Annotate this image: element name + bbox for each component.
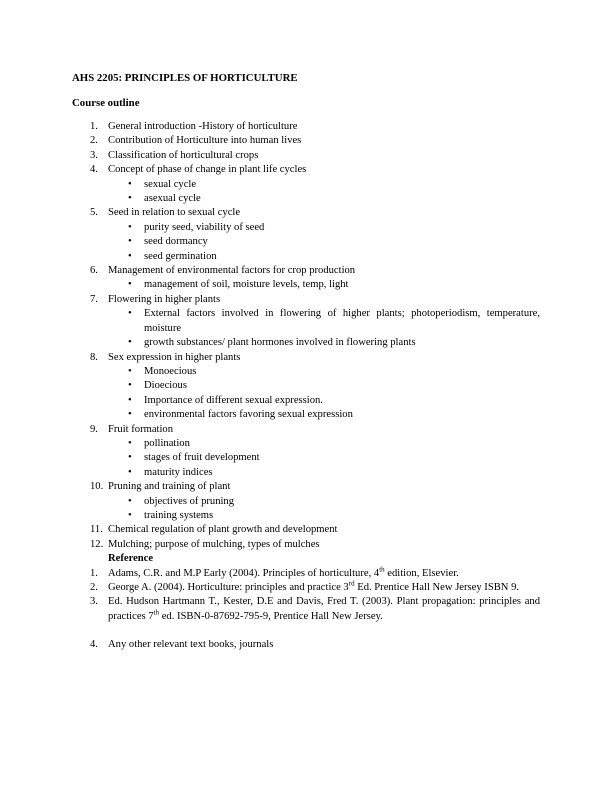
reference-heading: Reference [108, 553, 154, 565]
outline-number: 12. [90, 538, 104, 550]
outline-topic: Mulching; purpose of mulching, types of mulches [108, 538, 320, 550]
outline-number: 1. [90, 121, 98, 132]
outline-topic: Flowering in higher plants [108, 293, 221, 305]
reference-text: Adams, C.R. and M.P Early (2004). Principles of horticulture, 4 [108, 567, 380, 579]
reference-number: 2. [90, 582, 98, 593]
spacer [72, 624, 540, 638]
outline-item [72, 163, 540, 177]
outline-item [72, 480, 540, 494]
reference-number: 4. [90, 639, 98, 651]
subtopic-item: • stages of fruit development [72, 451, 540, 465]
outline-number: 3. [90, 149, 98, 161]
reference-number: 1. [90, 567, 98, 579]
subtopic-item: • Dioecious [72, 379, 540, 393]
outline-number: 11. [90, 524, 103, 536]
outline-item [72, 423, 540, 437]
outline-number: 6. [90, 265, 98, 277]
outline-number: 2. [90, 135, 98, 147]
subtopic-item: • seed dormancy [72, 235, 540, 249]
subtopic-item: • growth substances/ plant hormones involved in flowering plants [72, 336, 540, 350]
subtopic-list [72, 278, 540, 292]
outline-topic: Contribution of Horticulture into human lives [108, 135, 302, 147]
reference-text-tail: edition, Elsevier. [384, 567, 459, 579]
reference-text: Ed. Hudson Hartmann T., Kester, D.E and Davis, Fred T. (2003). Plant propagation: principles and practices 7 [108, 596, 540, 622]
outline-topic: Sex expression in higher plants [108, 351, 241, 363]
outline-item [72, 206, 540, 220]
outline-item [72, 264, 540, 278]
subtopic-list [72, 495, 540, 524]
outline-number: 7. [90, 293, 98, 305]
reference-text-tail: ed. ISBN-0-87692-795-9, Prentice Hall New Jersey. [159, 610, 383, 622]
subtopic-item: • Monoecious [72, 365, 540, 379]
subtopic-list [72, 307, 540, 350]
outline-number: 9. [90, 423, 98, 435]
outline-item [72, 134, 540, 148]
course-outline [72, 120, 540, 653]
subtopic-item: • pollination [72, 437, 540, 451]
outline-topic: Chemical regulation of plant growth and development [108, 524, 338, 536]
outline-list [72, 120, 540, 552]
reference-list [72, 567, 540, 625]
reference-superscript: rd [348, 579, 355, 588]
subtopic-list [72, 365, 540, 423]
course-outline-heading: Course outline [72, 97, 140, 109]
subtopic-item: • seed germination [72, 250, 540, 264]
outline-topic: Classification of horticultural crops [108, 149, 259, 161]
subtopic-list [72, 437, 540, 480]
subtopic-item: • environmental factors favoring sexual expression [72, 408, 540, 422]
outline-topic: General introduction -History of horticulture [108, 121, 298, 132]
outline-topic: Management of environmental factors for crop production [108, 265, 356, 277]
subtopic-item: • External factors involved in flowering of higher plants; photoperiodism, temperature, moisture [72, 307, 540, 336]
subtopic-item: • maturity indices [72, 466, 540, 480]
subtopic-item: • training systems [72, 509, 540, 523]
reference-text: Any other relevant text books, journals [108, 639, 274, 651]
reference-extra [72, 638, 540, 652]
reference-number: 3. [90, 596, 98, 608]
reference-superscript: th [379, 565, 385, 574]
reference-item [72, 595, 540, 624]
outline-topic: Pruning and training of plant [108, 481, 231, 493]
subtopic-item: • asexual cycle [72, 192, 540, 206]
subtopic-item: • Importance of different sexual expression. [72, 394, 540, 408]
reference-text: George A. (2004). Horticulture: principles and practice 3 [108, 582, 349, 593]
outline-number: 5. [90, 207, 98, 219]
subtopic-item: • objectives of pruning [72, 495, 540, 509]
reference-item [72, 567, 540, 581]
outline-item [72, 149, 540, 163]
outline-item [72, 120, 540, 134]
subtopic-list [72, 178, 540, 207]
outline-item [72, 351, 540, 365]
outline-number: 8. [90, 351, 98, 363]
outline-topic: Seed in relation to sexual cycle [108, 207, 241, 219]
subtopic-item: • management of soil, moisture levels, temp, light [72, 278, 540, 292]
subtopic-item: • sexual cycle [72, 178, 540, 192]
document-title: AHS 2205: PRINCIPLES OF HORTICULTURE [72, 72, 298, 84]
outline-topic: Fruit formation [108, 423, 174, 435]
subtopic-list [72, 221, 540, 264]
outline-item [72, 293, 540, 307]
outline-number: 10. [90, 481, 104, 493]
outline-item [72, 538, 540, 552]
outline-topic: Concept of phase of change in plant life cycles [108, 164, 307, 176]
outline-item [72, 523, 540, 537]
reference-text-tail: Ed. Prentice Hall New Jersey ISBN 9. [354, 582, 520, 593]
reference-superscript: th [153, 608, 160, 617]
outline-number: 4. [90, 164, 98, 176]
subtopic-item: • purity seed, viability of seed [72, 221, 540, 235]
reference-item [72, 581, 540, 595]
